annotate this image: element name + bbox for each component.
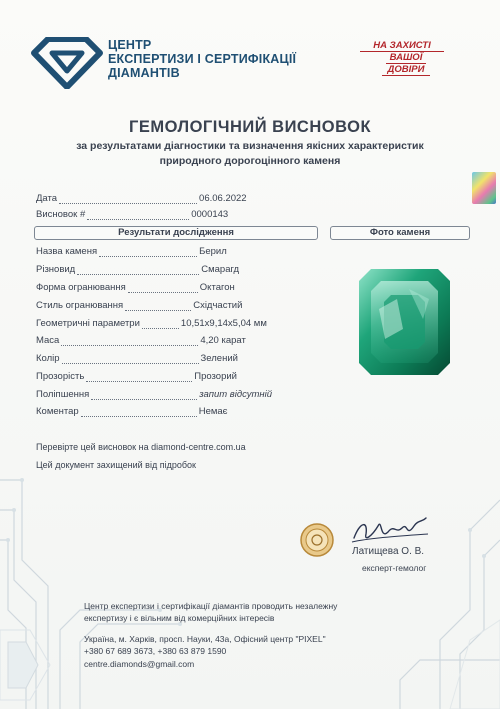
field-value: запит відсутній [199, 389, 273, 400]
field-row [36, 352, 238, 366]
field-row [36, 245, 227, 259]
org-name-line2: ЕКСПЕРТИЗИ І СЕРТИФІКАЦІЇ [108, 52, 297, 66]
field-label: Поліпшення [36, 389, 90, 400]
field-row [36, 263, 239, 277]
field-row [36, 334, 246, 348]
stone-photo [359, 269, 450, 375]
field-value: Прозорий [194, 371, 237, 382]
field-row [36, 299, 242, 313]
footer-address: Україна, м. Харків, просп. Науки, 43а, Офісний центр "PIXEL" [84, 634, 326, 644]
field-label: Маса [36, 335, 60, 346]
field-label: Стиль огранювання [36, 300, 124, 311]
field-label: Форма огранювання [36, 282, 126, 293]
field-value: Октагон [199, 282, 235, 293]
field-value: Берил [199, 246, 227, 257]
org-name-line3: ДІАМАНТІВ [108, 66, 180, 80]
conclusion-number-value: 0000143 [191, 209, 229, 220]
field-label: Коментар [36, 406, 79, 417]
gold-seal-icon [300, 523, 334, 557]
field-value: Зелений [200, 353, 238, 364]
field-label: Прозорість [36, 371, 85, 382]
date-value: 06.06.2022 [199, 193, 247, 204]
results-section-header: Результати дослідження [34, 226, 318, 240]
date-label: Дата [36, 193, 58, 204]
conclusion-number-label: Висновок # [36, 209, 86, 220]
field-row [36, 405, 228, 419]
slogan-line2: ВАШОЇ [386, 52, 426, 64]
document-subtitle [0, 139, 500, 169]
photo-section-header: Фото каменя [330, 226, 470, 240]
protection-note: Цей документ захищений від підробок [36, 460, 196, 470]
verify-link[interactable]: diamond-centre.com.ua [151, 442, 246, 452]
field-row [36, 281, 235, 295]
slogan [360, 40, 444, 76]
field-row [36, 388, 272, 402]
footer-email[interactable]: centre.diamonds@gmail.com [84, 659, 195, 669]
subtitle-line2: природного дорогоцінного каменя [159, 155, 341, 167]
field-row [36, 317, 267, 331]
hologram-sticker-icon [472, 172, 496, 204]
field-value: Східчастий [193, 300, 243, 311]
field-label: Назва каменя [36, 246, 98, 257]
slogan-line1: НА ЗАХИСТІ [360, 40, 444, 52]
org-name-line1: ЦЕНТР [108, 38, 152, 52]
verify-prefix: Перевірте цей висновок на [36, 442, 149, 452]
document-title: ГЕМОЛОГІЧНИЙ ВИСНОВОК [128, 118, 372, 136]
slogan-line3: ДОВІРИ [382, 64, 430, 76]
field-label: Колір [36, 353, 60, 364]
signer-role: експерт-гемолог [362, 563, 427, 573]
date-row [36, 192, 247, 206]
field-value: 10,51x9,14x5,04 мм [180, 318, 267, 329]
conclusion-number-row [36, 208, 228, 222]
organization-name [108, 38, 296, 80]
footer-line2: експертизу і є вільним від комерційних інтересів [84, 613, 275, 623]
verify-note [36, 442, 246, 452]
diamond-logo-icon [30, 37, 104, 89]
signer-name: Латищева О. В. [352, 546, 425, 557]
field-value: Немає [198, 406, 228, 417]
field-value: 4,20 карат [200, 335, 246, 346]
subtitle-line1: за результатами діагностики та визначення якісних характеристик [76, 140, 424, 152]
footer-phones: +380 67 689 3673, +380 63 879 1590 [84, 646, 227, 656]
footer-line1: Центр експертизи і сертифікації діамантів проводить незалежну [84, 601, 338, 611]
field-row [36, 370, 237, 384]
field-value: Смарагд [201, 264, 240, 275]
signature [350, 512, 430, 548]
field-label: Геометричні параметри [36, 318, 140, 329]
field-label: Різновид [36, 264, 76, 275]
